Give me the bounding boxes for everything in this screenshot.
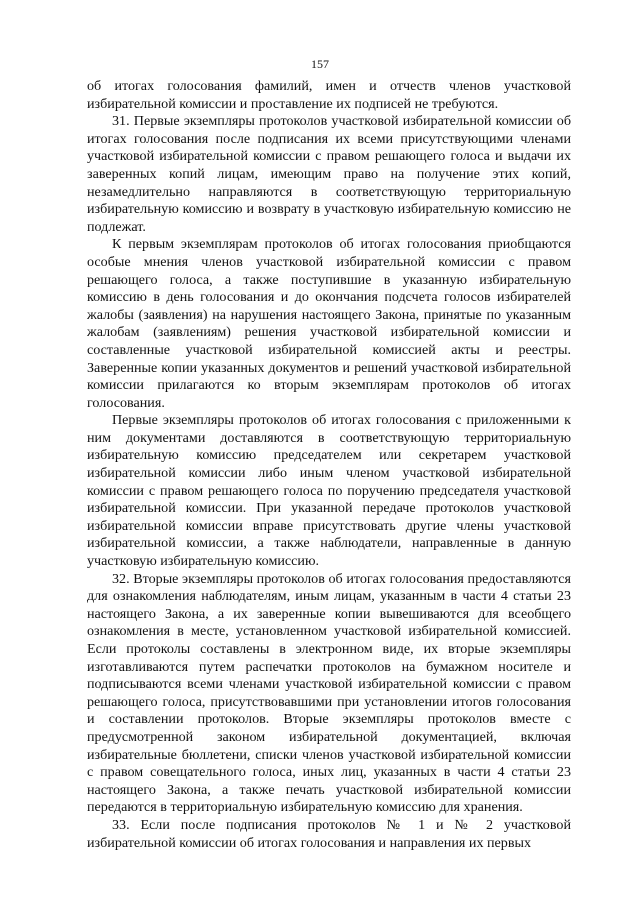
paragraph-first-copies-delivery: Первые экземпляры протоколов об итогах голосования с приложенными к ним документами доставляются в соответствующую территориальную избирательную комиссию председателем или секретарем участковой избирательной комиссии либо иным членом участковой избирательной комиссии с правом решающего голоса по поручению председателя участковой избирательной комиссии. При указанной передаче протоколов участковой избирательной комиссии вправе присутствовать другие члены участковой избирательной комиссии, а также наблюдатели, направленные в данную участковую избирательную комиссию. xyxy=(87,412,571,570)
paragraph-item-31: 31. Первые экземпляры протоколов участковой избирательной комиссии об итогах голосования после подписания их всеми присутствующими членами участковой избирательной комиссии с правом решающего голоса и выдачи их заверенных копий лицам, имеющим право на получение этих копий, незамедлительно направляются в соответствующую территориальную избирательную комиссию и возврату в участковую избирательную комиссию не подлежат. xyxy=(87,113,571,235)
paragraph-continuation: об итогах голосования фамилий, имен и отчеств членов участковой избирательной комиссии и проставление их подписей не требуются. xyxy=(87,78,571,112)
document-body xyxy=(87,78,571,852)
paragraph-item-33: 33. Если после подписания протоколов № 1 и № 2 участковой избирательной комиссии об итогах голосования и направления их первых xyxy=(87,816,571,851)
paragraph-item-32: 32. Вторые экземпляры протоколов об итогах голосования предоставляются для ознакомления наблюдателям, иным лицам, указанным в части 4 статьи 23 настоящего Закона, а их заверенные копии вывешиваются для всеобщего ознакомления в месте, установленном участковой избирательной комиссией. Если протоколы составлены в электронном виде, их вторые экземпляры изготавливаются путем распечатки протоколов на бумажном носителе и подписываются всеми членами участковой избирательной комиссии с правом решающего голоса, присутствовавшими при установлении итогов голосования и составлении протоколов. Вторые экземпляры протоколов вместе с предусмотренной законом избирательной документацией, включая избирательные бюллетени, списки членов участковой избирательной комиссии с правом совещательного голоса, иных лиц, указанных в части 4 статьи 23 настоящего Закона, а также печать участковой избирательной комиссии передаются в территориальную избирательную комиссию для хранения. xyxy=(87,570,571,816)
page-number: 157 xyxy=(311,57,329,71)
paragraph-first-copies-attachments: К первым экземплярам протоколов об итогах голосования приобщаются особые мнения членов участковой избирательной комиссии с правом решающего голоса, а также поступившие в указанную избирательную комиссию в день голосования и до окончания подсчета голосов избирателей жалобы (заявления) на нарушения настоящего Закона, принятые по указанным жалобам (заявлениям) решения участковой избирательной комиссии и составленные участковой избирательной комиссией акты и реестры. Заверенные копии указанных документов и решений участковой избирательной комиссии прилагаются ко вторым экземплярам протоколов об итогах голосования. xyxy=(87,236,571,411)
